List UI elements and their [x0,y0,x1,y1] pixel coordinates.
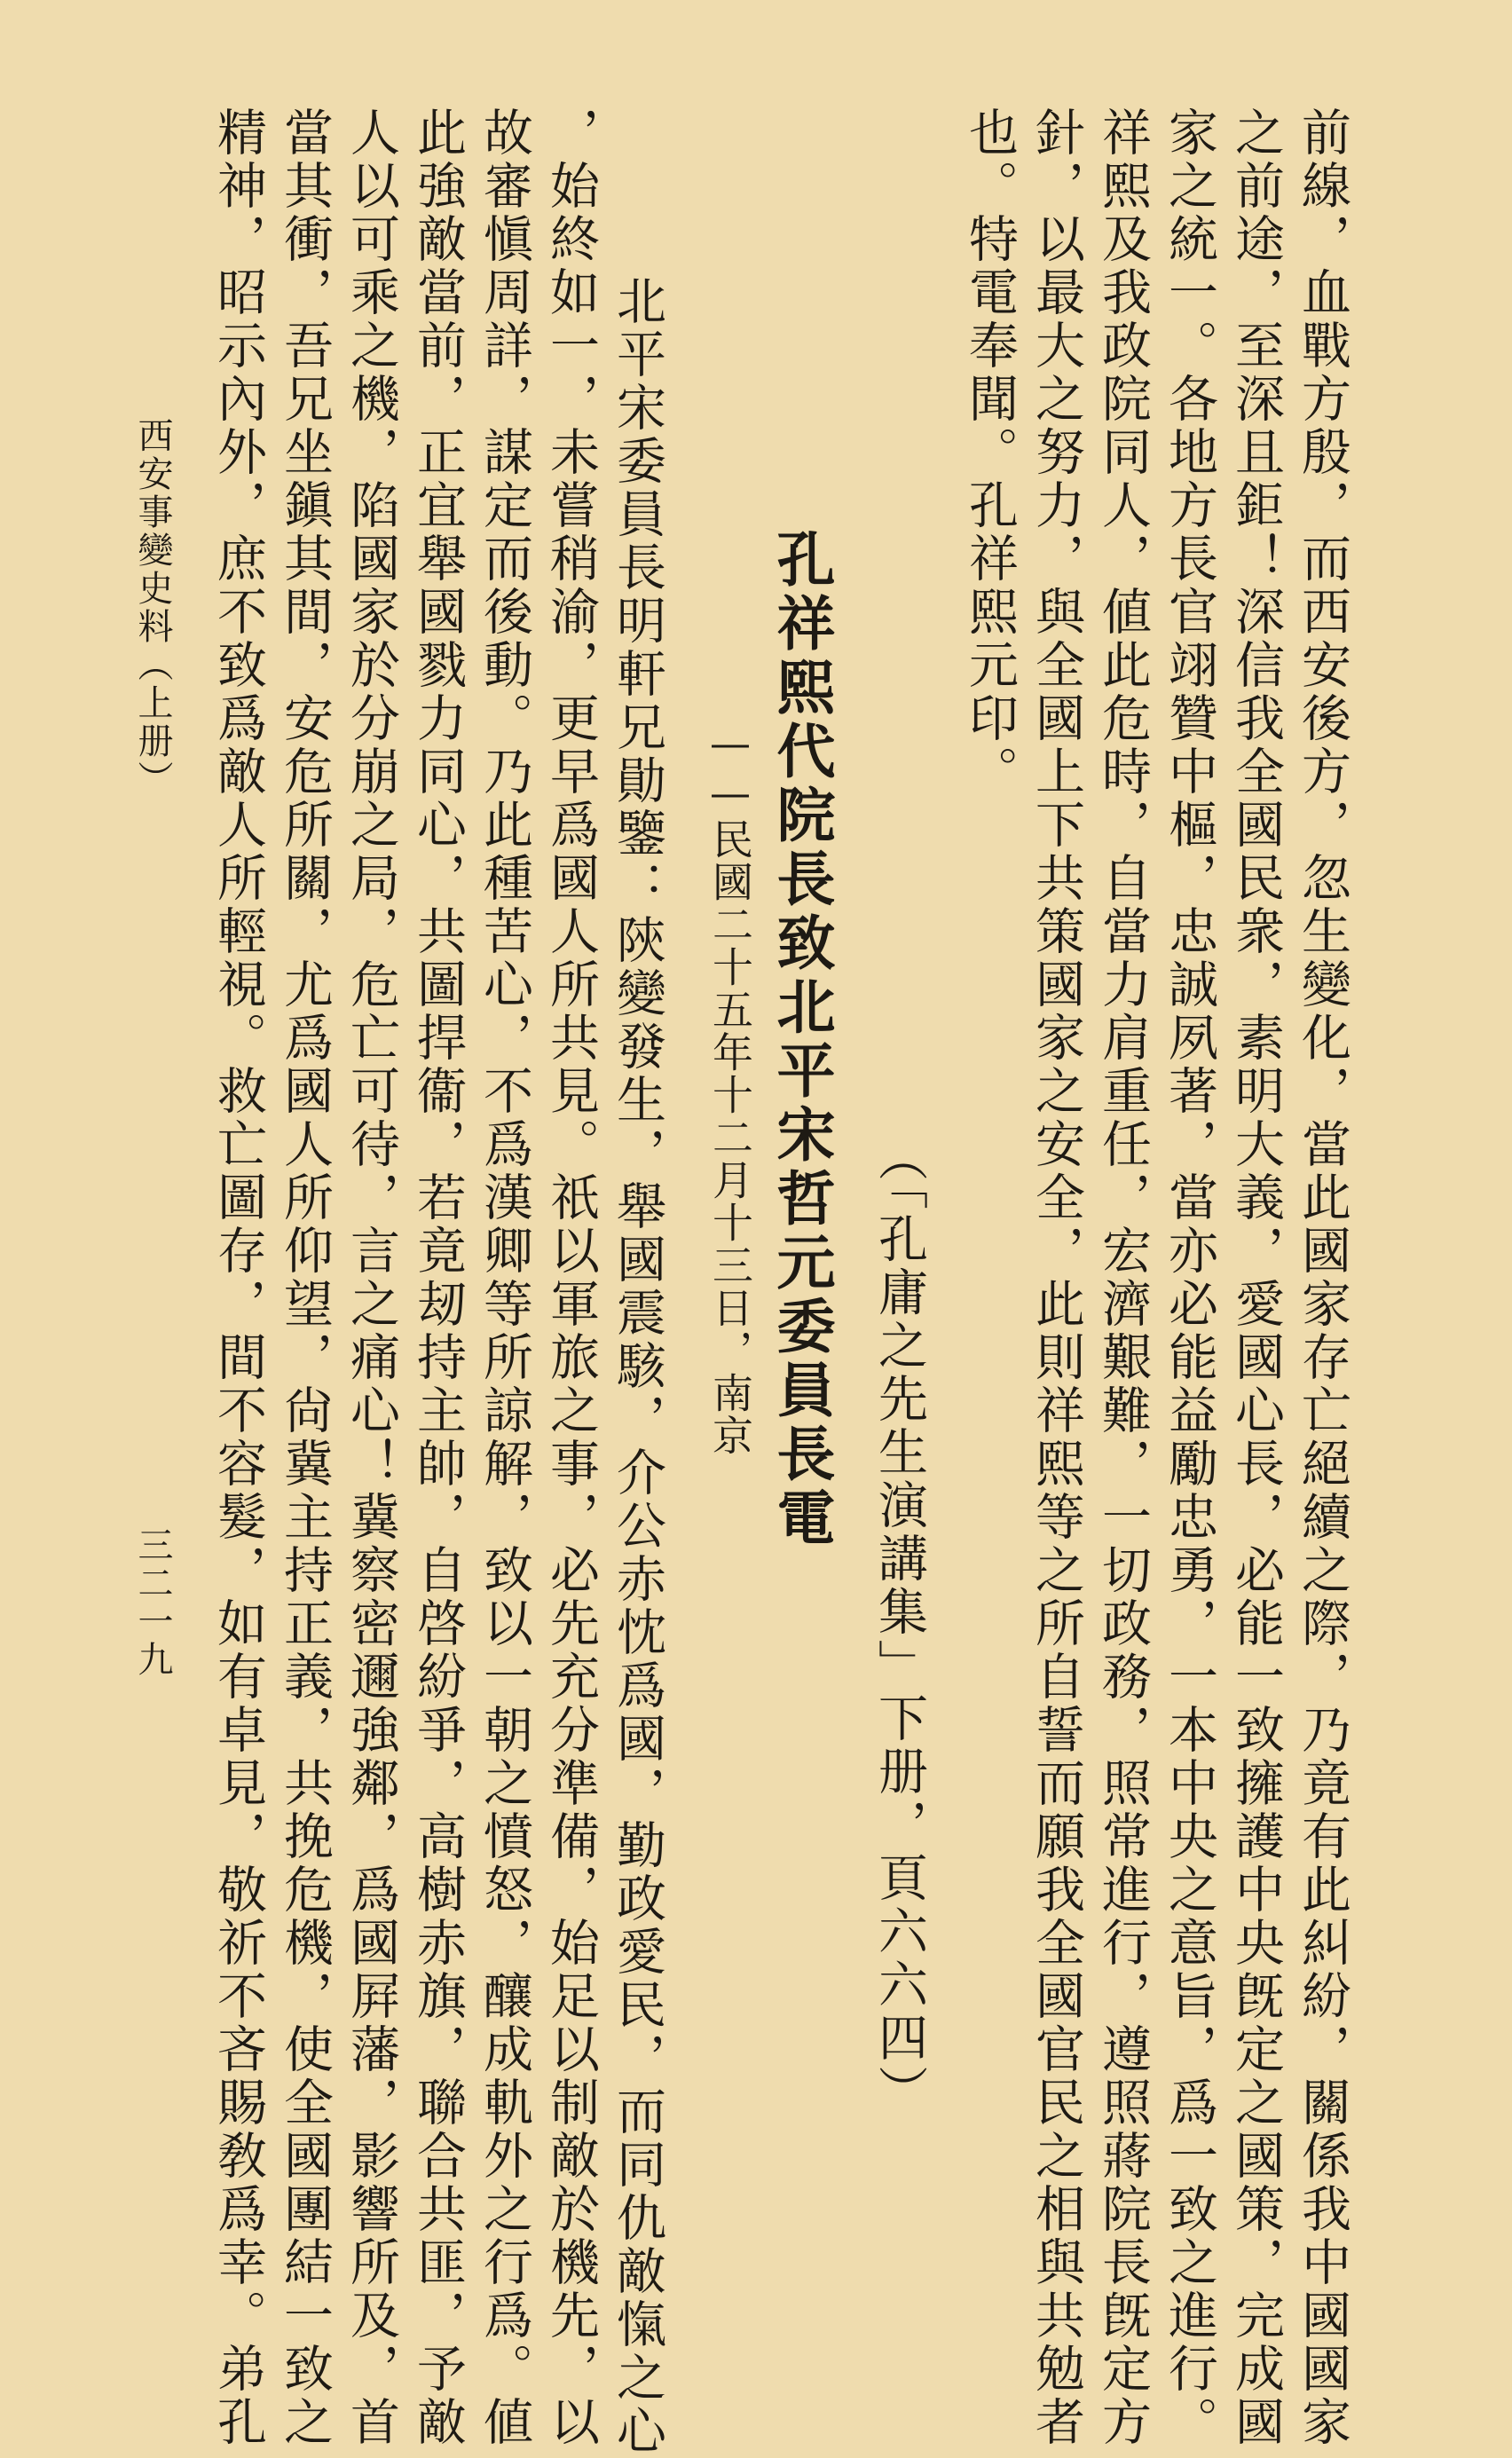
body-text-column: ，始終如一，未嘗稍渝，更早爲國人所共見。祇以軍旅之事，必先充分準備，始足以制敵於機先，以 [542,106,600,2449]
body-text-column: 針，以最大之努力，與全國上下共策國家之安全，此則祥熙等之所自誓而願我全國官民之相與共勉者 [1028,106,1085,2449]
source-citation: （「孔庸之先生演講集」下册，頁六六四） [870,1131,928,2118]
body-text-column: 前線，血戰方殷，而西安後方，忽生變化，當此國家存亡絕續之際，乃竟有此糾紛，關係我中國國家 [1294,106,1351,2449]
body-text-column: 人以可乘之機，陷國家於分崩之局，危亡可待，言之痛心！冀察密邇強鄰，爲國屛藩，影響所及，首 [343,106,400,2449]
body-text-column: 祥熙及我政院同人，値此危時，自當力肩重任，宏濟艱難，一切政務，照常進行，遵照蔣院長旣定方 [1094,106,1152,2449]
body-text-column: 北平宋委員長明軒兄勛鑒：陝變發生，舉國震駭，介公赤忱爲國，勤政愛民，而同仇敵愾之心 [609,275,666,2458]
footer-page-number: 三二一九 [132,1526,173,1679]
letter-title: 孔祥熙代院長致北平宋哲元委員長電 [767,529,836,1551]
body-text-column: 也。特電奉聞。孔祥熙元印。 [961,106,1019,799]
body-text-column: 此強敵當前，正宜舉國戮力同心，共圖捍衞，若竟刼持主帥，自啓紛爭，高樹赤旗，聯合共匪，予敵 [409,106,467,2449]
body-text-column: 精神，昭示內外，庶不致爲敵人所輕視。救亡圖存，間不容髮，如有卓見，敬祈不吝賜敎爲幸。弟孔 [209,106,267,2449]
body-text-column: 之前途，至深且鉅！深信我全國民衆，素明大義，愛國心長，必能一致擁護中央旣定之國策，完成國 [1227,106,1285,2449]
footer-book-title: 西安事變史料（上册） [132,417,173,799]
body-text-column: 當其衝，吾兄坐鎭其間，安危所關，尤爲國人所仰望，尙冀主持正義，共挽危機，使全國團結一致之 [276,106,334,2449]
body-text-column: 故審愼周詳，謀定而後動。乃此種苦心，不爲漢卿等所諒解，致以一朝之憤怒，釀成軌外之行爲。値 [476,106,533,2449]
body-text-column: 家之統一。各地方長官翊贊中樞，忠誠夙著，當亦必能益勵忠勇，一本中央之意旨，爲一致之進行。 [1161,106,1218,2449]
letter-date: ——民國二十五年十二月十三日，南京 [706,719,754,1457]
